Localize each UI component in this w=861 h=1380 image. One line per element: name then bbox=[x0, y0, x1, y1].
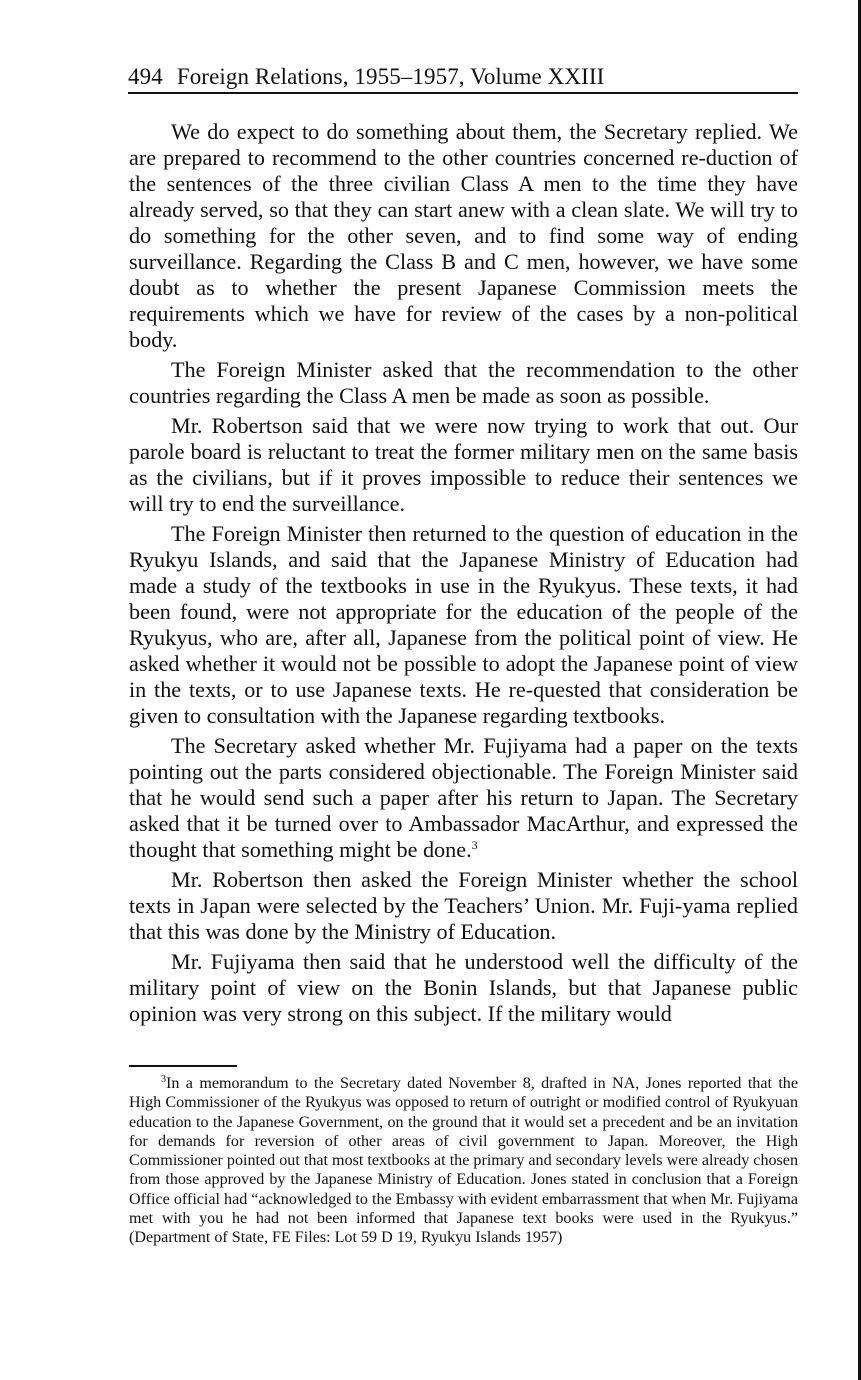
volume-title: Foreign Relations, 1955–1957, Volume XXIII bbox=[176, 64, 605, 89]
running-header bbox=[128, 62, 798, 94]
paragraph-text: The Secretary asked whether Mr. Fujiyama had a paper on the texts pointing out the parts considered objectionable. The Foreign Minister said that he would send such a paper after his return to Japan. The Secretary asked that it be turned over to Ambassador MacArthur, and expressed the thought that something might be done. bbox=[129, 733, 798, 862]
footnote-reference: 3 bbox=[471, 838, 478, 852]
paragraph: We do expect to do something about them, the Secretary replied. We are prepared to recommend to the other countries concerned re-duction of the sentences of the three civilian Class A men to the time they have already served, so that they can start anew with a clean slate. We will try to do something for the other seven, and to find some way of ending surveillance. Regarding the Class B and C men, however, we have some doubt as to whether the present Japanese Commission meets the requirements which we have for review of the cases by a non-political body. bbox=[129, 119, 798, 352]
footnote-text: In a memorandum to the Secretary dated November 8, drafted in NA, Jones reported that the High Commissioner of the Ryukyus was opposed to return of outright or modified control of Ryukyuan education to the Japanese Government, on the ground that it would set a precedent and be an invitation for demands for reversion of other areas of civil government to Japan. Moreover, the High Commissioner pointed out that most textbooks at the primary and secondary levels were already chosen from those approved by the Japanese Ministry of Education. Jones stated in conclusion that a Foreign Office official had “acknowledged to the Embassy with evident embarrassment that when Mr. Fujiyama met with you he had not been informed that Japanese text books were used in the Ryukyus.” (Department of State, FE Files: Lot 59 D 19, Ryukyu Islands 1957) bbox=[129, 1075, 798, 1247]
footnote-divider bbox=[129, 1065, 237, 1067]
body-text bbox=[129, 119, 798, 1027]
footnote bbox=[129, 1074, 798, 1248]
paragraph: Mr. Robertson said that we were now trying to work that out. Our parole board is reluctant to treat the former military men on the same basis as the civilians, but if it proves impossible to reduce their sentences we will try to end the surveillance. bbox=[129, 413, 798, 516]
paragraph: The Foreign Minister then returned to the question of education in the Ryukyu Islands, and said that the Japanese Ministry of Education had made a study of the textbooks in use in the Ryukyus. These texts, it had been found, were not appropriate for the education of the people of the Ryukyus, who are, after all, Japanese from the political point of view. He asked whether it would not be possible to adopt the Japanese point of view in the texts, or to use Japanese texts. He re-quested that consideration be given to consultation with the Japanese regarding textbooks. bbox=[129, 521, 798, 728]
paragraph bbox=[129, 733, 798, 863]
footnote-number: 3 bbox=[161, 1074, 166, 1085]
paragraph: The Foreign Minister asked that the recommendation to the other countries regarding the Class A men be made as soon as possible. bbox=[129, 357, 798, 408]
paragraph: Mr. Robertson then asked the Foreign Minister whether the school texts in Japan were selected by the Teachers’ Union. Mr. Fuji-yama replied that this was done by the Ministry of Education. bbox=[129, 867, 798, 944]
paragraph: Mr. Fujiyama then said that he understood well the difficulty of the military point of view on the Bonin Islands, but that Japanese public opinion was very strong on this subject. If the military would bbox=[129, 949, 798, 1026]
page-number: 494 bbox=[128, 64, 163, 89]
